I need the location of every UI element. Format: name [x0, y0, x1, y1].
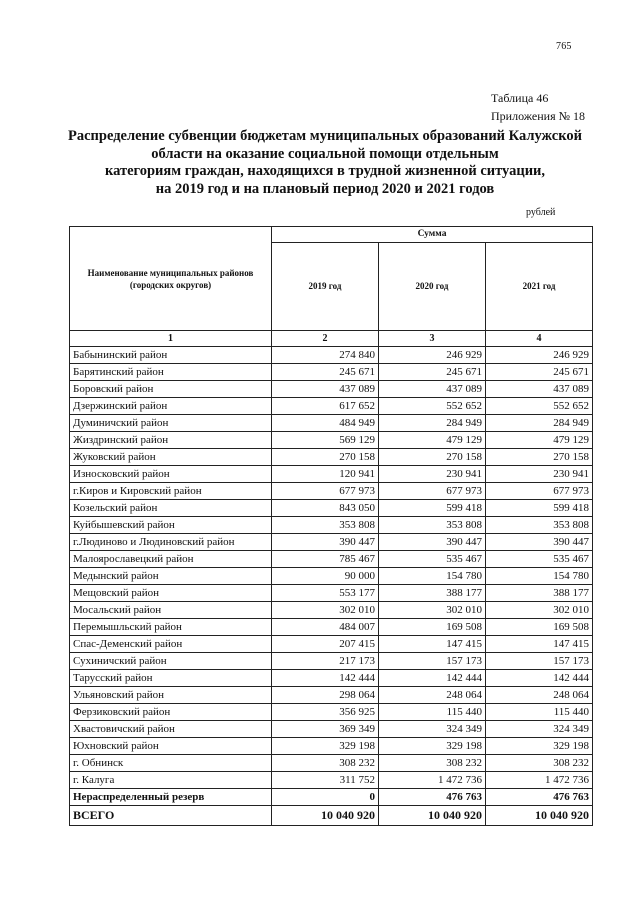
row-name: Перемышльский район — [70, 619, 272, 636]
value-2020: 677 973 — [379, 483, 486, 500]
value-2021: 599 418 — [486, 500, 593, 517]
table-row — [70, 398, 593, 415]
value-2019: 0 — [272, 789, 379, 806]
table-row — [70, 704, 593, 721]
value-2021: 329 198 — [486, 738, 593, 755]
value-2019: 843 050 — [272, 500, 379, 517]
table-row — [70, 415, 593, 432]
value-2020: 599 418 — [379, 500, 486, 517]
value-2021: 535 467 — [486, 551, 593, 568]
table-label: Таблица 46 — [491, 91, 549, 105]
value-2020: 10 040 920 — [379, 806, 486, 826]
value-2020: 248 064 — [379, 687, 486, 704]
units-label: рублей — [526, 207, 556, 218]
row-name: Мещовский район — [70, 585, 272, 602]
row-name: Жиздринский район — [70, 432, 272, 449]
total-row — [70, 806, 593, 826]
title-line: на 2019 год и на плановый период 2020 и 2021 годов — [155, 180, 495, 197]
table-meta — [491, 89, 585, 125]
value-2019: 142 444 — [272, 670, 379, 687]
title-line: области на оказание социальной помощи отдельным — [151, 145, 499, 162]
column-number: 3 — [379, 331, 486, 347]
value-2021: 677 973 — [486, 483, 593, 500]
table-row — [70, 534, 593, 551]
value-2019: 353 808 — [272, 517, 379, 534]
value-2020: 479 129 — [379, 432, 486, 449]
value-2021: 437 089 — [486, 381, 593, 398]
row-name: Жуковский район — [70, 449, 272, 466]
title-line: Распределение субвенции бюджетам муниципальных образований Калужской — [67, 128, 583, 144]
table-row — [70, 670, 593, 687]
value-2021: 308 232 — [486, 755, 593, 772]
value-2020: 476 763 — [379, 789, 486, 806]
value-2021: 479 129 — [486, 432, 593, 449]
value-2019: 390 447 — [272, 534, 379, 551]
value-2021: 552 652 — [486, 398, 593, 415]
row-name: ВСЕГО — [70, 806, 272, 826]
value-2021: 246 929 — [486, 347, 593, 364]
table-row — [70, 772, 593, 789]
value-2020: 154 780 — [379, 568, 486, 585]
value-2021: 230 941 — [486, 466, 593, 483]
table-row — [70, 602, 593, 619]
value-2021: 1 472 736 — [486, 772, 593, 789]
value-2021: 324 349 — [486, 721, 593, 738]
row-name: г. Обнинск — [70, 755, 272, 772]
value-2020: 388 177 — [379, 585, 486, 602]
value-2021: 248 064 — [486, 687, 593, 704]
table-row — [70, 347, 593, 364]
column-number: 4 — [486, 331, 593, 347]
value-2021: 147 415 — [486, 636, 593, 653]
value-2019: 270 158 — [272, 449, 379, 466]
row-name: Козельский район — [70, 500, 272, 517]
table-row — [70, 551, 593, 568]
value-2020: 308 232 — [379, 755, 486, 772]
table-row — [70, 466, 593, 483]
value-2020: 246 929 — [379, 347, 486, 364]
value-2020: 245 671 — [379, 364, 486, 381]
table-row — [70, 755, 593, 772]
row-name: Медынский район — [70, 568, 272, 585]
value-2021: 302 010 — [486, 602, 593, 619]
table-row — [70, 619, 593, 636]
value-2019: 120 941 — [272, 466, 379, 483]
row-name: г. Калуга — [70, 772, 272, 789]
table-row — [70, 432, 593, 449]
row-name: Спас-Деменский район — [70, 636, 272, 653]
header-name: Наименование муниципальных районов (городских округов) — [70, 227, 272, 331]
value-2019: 308 232 — [272, 755, 379, 772]
value-2020: 115 440 — [379, 704, 486, 721]
row-name: Ферзиковский район — [70, 704, 272, 721]
table-row — [70, 687, 593, 704]
value-2021: 388 177 — [486, 585, 593, 602]
row-name: г.Киров и Кировский район — [70, 483, 272, 500]
row-name: Хвастовичский район — [70, 721, 272, 738]
table-row — [70, 585, 593, 602]
page-number: 765 — [556, 41, 572, 52]
value-2021: 169 508 — [486, 619, 593, 636]
value-2019: 207 415 — [272, 636, 379, 653]
value-2020: 535 467 — [379, 551, 486, 568]
document-title — [60, 128, 590, 198]
row-name: Бабынинский район — [70, 347, 272, 364]
header-year-2020: 2020 год — [379, 243, 486, 331]
value-2019: 569 129 — [272, 432, 379, 449]
value-2021: 353 808 — [486, 517, 593, 534]
value-2021: 245 671 — [486, 364, 593, 381]
value-2021: 284 949 — [486, 415, 593, 432]
value-2020: 270 158 — [379, 449, 486, 466]
table-row — [70, 568, 593, 585]
value-2019: 90 000 — [272, 568, 379, 585]
value-2019: 298 064 — [272, 687, 379, 704]
column-number: 1 — [70, 331, 272, 347]
row-name: Дзержинский район — [70, 398, 272, 415]
value-2019: 329 198 — [272, 738, 379, 755]
table-row — [70, 517, 593, 534]
title-line: категориям граждан, находящихся в трудной жизненной ситуации, — [104, 163, 546, 179]
value-2020: 390 447 — [379, 534, 486, 551]
value-2021: 476 763 — [486, 789, 593, 806]
table-row — [70, 721, 593, 738]
value-2021: 10 040 920 — [486, 806, 593, 826]
value-2019: 484 949 — [272, 415, 379, 432]
header-year-2021: 2021 год — [486, 243, 593, 331]
value-2020: 302 010 — [379, 602, 486, 619]
value-2021: 142 444 — [486, 670, 593, 687]
value-2019: 217 173 — [272, 653, 379, 670]
value-2019: 10 040 920 — [272, 806, 379, 826]
value-2019: 617 652 — [272, 398, 379, 415]
value-2019: 437 089 — [272, 381, 379, 398]
header-sum: Сумма — [272, 227, 593, 243]
appendix-label: Приложения № 18 — [491, 109, 586, 123]
reserve-row — [70, 789, 593, 806]
value-2019: 677 973 — [272, 483, 379, 500]
row-name: Барятинский район — [70, 364, 272, 381]
row-name: Думиничский район — [70, 415, 272, 432]
value-2019: 369 349 — [272, 721, 379, 738]
value-2019: 356 925 — [272, 704, 379, 721]
row-name: Юхновский район — [70, 738, 272, 755]
value-2020: 169 508 — [379, 619, 486, 636]
value-2019: 785 467 — [272, 551, 379, 568]
value-2021: 115 440 — [486, 704, 593, 721]
value-2019: 311 752 — [272, 772, 379, 789]
table-row — [70, 636, 593, 653]
table-row — [70, 381, 593, 398]
value-2019: 274 840 — [272, 347, 379, 364]
value-2019: 553 177 — [272, 585, 379, 602]
table-body — [70, 347, 593, 789]
row-name: Сухиничский район — [70, 653, 272, 670]
row-name: Мосальский район — [70, 602, 272, 619]
value-2020: 157 173 — [379, 653, 486, 670]
table-row — [70, 653, 593, 670]
row-name: Ульяновский район — [70, 687, 272, 704]
value-2021: 270 158 — [486, 449, 593, 466]
value-2020: 329 198 — [379, 738, 486, 755]
value-2019: 484 007 — [272, 619, 379, 636]
column-number: 2 — [272, 331, 379, 347]
row-name: Тарусский район — [70, 670, 272, 687]
value-2020: 284 949 — [379, 415, 486, 432]
value-2020: 353 808 — [379, 517, 486, 534]
row-name: Нераспределенный резерв — [70, 789, 272, 806]
row-name: г.Людиново и Людиновский район — [70, 534, 272, 551]
value-2019: 302 010 — [272, 602, 379, 619]
row-name: Боровский район — [70, 381, 272, 398]
table-row — [70, 449, 593, 466]
table-row — [70, 738, 593, 755]
value-2021: 390 447 — [486, 534, 593, 551]
table-row — [70, 500, 593, 517]
value-2020: 1 472 736 — [379, 772, 486, 789]
row-name: Куйбышевский район — [70, 517, 272, 534]
value-2020: 324 349 — [379, 721, 486, 738]
row-name: Малоярославецкий район — [70, 551, 272, 568]
value-2021: 154 780 — [486, 568, 593, 585]
table-row — [70, 364, 593, 381]
subsidy-table — [69, 226, 593, 826]
value-2021: 157 173 — [486, 653, 593, 670]
value-2020: 230 941 — [379, 466, 486, 483]
header-year-2019: 2019 год — [272, 243, 379, 331]
value-2020: 437 089 — [379, 381, 486, 398]
value-2020: 147 415 — [379, 636, 486, 653]
table-row — [70, 483, 593, 500]
row-name: Износковский район — [70, 466, 272, 483]
value-2019: 245 671 — [272, 364, 379, 381]
value-2020: 142 444 — [379, 670, 486, 687]
value-2020: 552 652 — [379, 398, 486, 415]
